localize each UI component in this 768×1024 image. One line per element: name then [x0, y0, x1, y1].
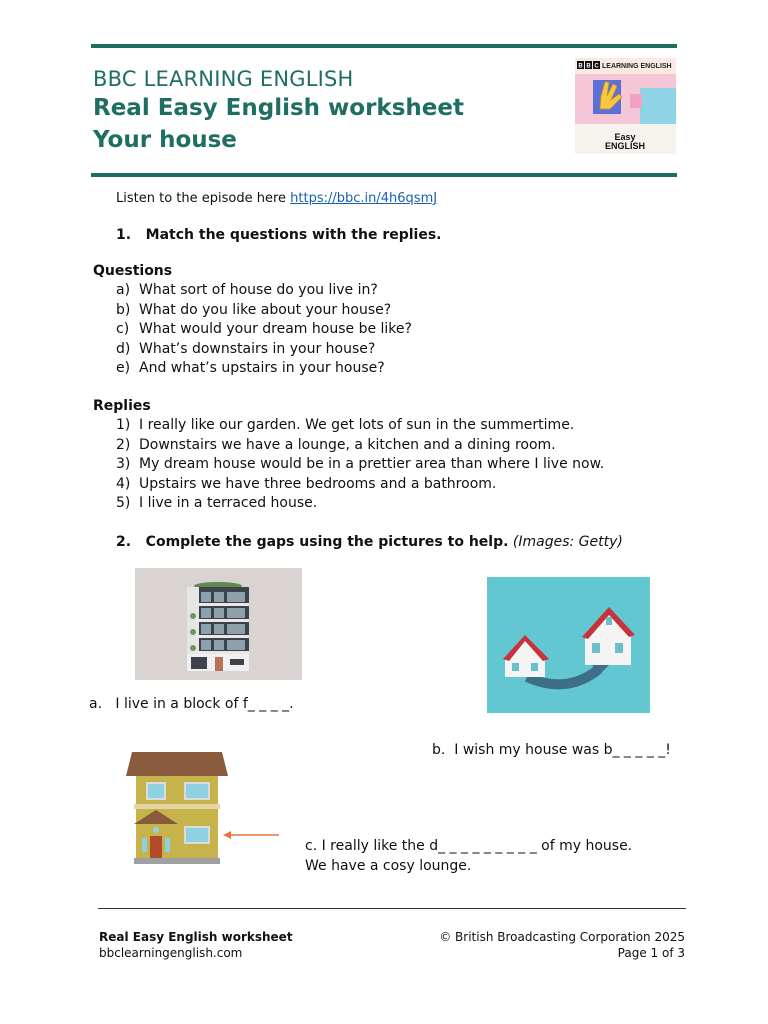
reply-item	[93, 475, 693, 495]
exercise-2-heading-line	[116, 533, 623, 553]
logo-tagline-english: ENGLISH	[604, 141, 646, 151]
logo-bbc-b1: B	[578, 63, 583, 70]
question-text: What do you like about your house?	[139, 301, 392, 318]
reply-text: Downstairs we have a lounge, a kitchen and a dining room.	[139, 436, 556, 453]
exercise-1-heading: 1. Match the questions with the replies.	[116, 227, 442, 243]
logo-artwork	[575, 58, 676, 154]
reply-item	[93, 436, 693, 456]
footer-website: bbclearningenglish.com	[99, 946, 243, 960]
reply-marker: 3)	[116, 456, 131, 472]
question-marker: a)	[116, 282, 131, 298]
question-item	[93, 340, 653, 360]
reply-marker: 4)	[116, 475, 131, 492]
logo-bbc-c: C	[594, 63, 599, 70]
question-item	[93, 359, 653, 379]
questions-label: Questions	[93, 263, 173, 279]
footer-page-number: Page 1 of 3	[617, 946, 685, 960]
question-marker: d)	[116, 340, 131, 357]
reply-item	[93, 455, 693, 475]
house-drawing	[124, 752, 230, 866]
reply-marker: 1)	[116, 417, 131, 433]
worksheet-subtitle: Your house	[93, 127, 237, 153]
reply-marker: 5)	[116, 495, 131, 511]
moving-houses-drawing	[487, 577, 650, 713]
replies-list	[93, 416, 693, 514]
logo-tagline-easy: Easy	[614, 132, 636, 142]
replies-label: Replies	[93, 398, 151, 414]
header-bottom-rule	[91, 173, 677, 177]
question-marker: b)	[116, 301, 131, 318]
two-storey-house-image	[124, 752, 230, 866]
top-rule	[91, 44, 677, 48]
reply-text: I really like our garden. We get lots of sun in the summertime.	[139, 417, 575, 433]
flats-image	[135, 568, 302, 680]
footer-copyright: © British Broadcasting Corporation 2025	[439, 930, 685, 944]
logo-brand-text: LEARNING ENGLISH	[602, 63, 672, 70]
reply-text: Upstairs we have three bedrooms and a bathroom.	[139, 475, 497, 492]
arrow-icon	[223, 829, 283, 841]
question-marker: e)	[116, 360, 131, 376]
worksheet-title: Real Easy English worksheet	[93, 95, 464, 121]
intro-line	[116, 189, 437, 209]
easy-english-logo	[575, 58, 676, 154]
question-text: And what’s upstairs in your house?	[139, 360, 385, 376]
brand-name: BBC LEARNING ENGLISH	[93, 67, 354, 91]
moving-house-image	[487, 577, 650, 713]
reply-text: My dream house would be in a prettier area than where I live now.	[139, 456, 605, 472]
flats-building-drawing	[135, 568, 302, 680]
question-text: What’s downstairs in your house?	[139, 340, 376, 357]
intro-text: Listen to the episode here	[116, 191, 291, 206]
gap-c-sentence: c. I really like the d_ _ _ _ _ _ _ _ _ of my house.	[305, 838, 633, 854]
gap-b-sentence: b. I wish my house was b_ _ _ _ _!	[432, 742, 671, 758]
question-text: What would your dream house be like?	[139, 321, 412, 337]
reply-item	[93, 416, 693, 436]
image-credit: (Images: Getty)	[512, 534, 623, 550]
reply-text: I live in a terraced house.	[139, 495, 318, 511]
gap-c-continuation: We have a cosy lounge.	[305, 858, 472, 874]
question-marker: c)	[116, 321, 130, 337]
reply-item	[93, 494, 693, 514]
question-item	[93, 301, 653, 321]
exercise-2-heading: 2. Complete the gaps using the pictures to help.	[116, 534, 509, 550]
episode-link[interactable]: https://bbc.in/4h6qsmJ	[290, 191, 438, 206]
gap-a-sentence: a. I live in a block of f_ _ _ _.	[89, 696, 294, 712]
question-item	[93, 281, 653, 301]
footer-worksheet-title: Real Easy English worksheet	[99, 930, 293, 944]
reply-marker: 2)	[116, 436, 131, 453]
question-text: What sort of house do you live in?	[139, 282, 378, 298]
footer-rule	[98, 908, 686, 909]
questions-list	[93, 281, 653, 379]
question-item	[93, 320, 653, 340]
logo-bbc-b2: B	[586, 63, 591, 70]
